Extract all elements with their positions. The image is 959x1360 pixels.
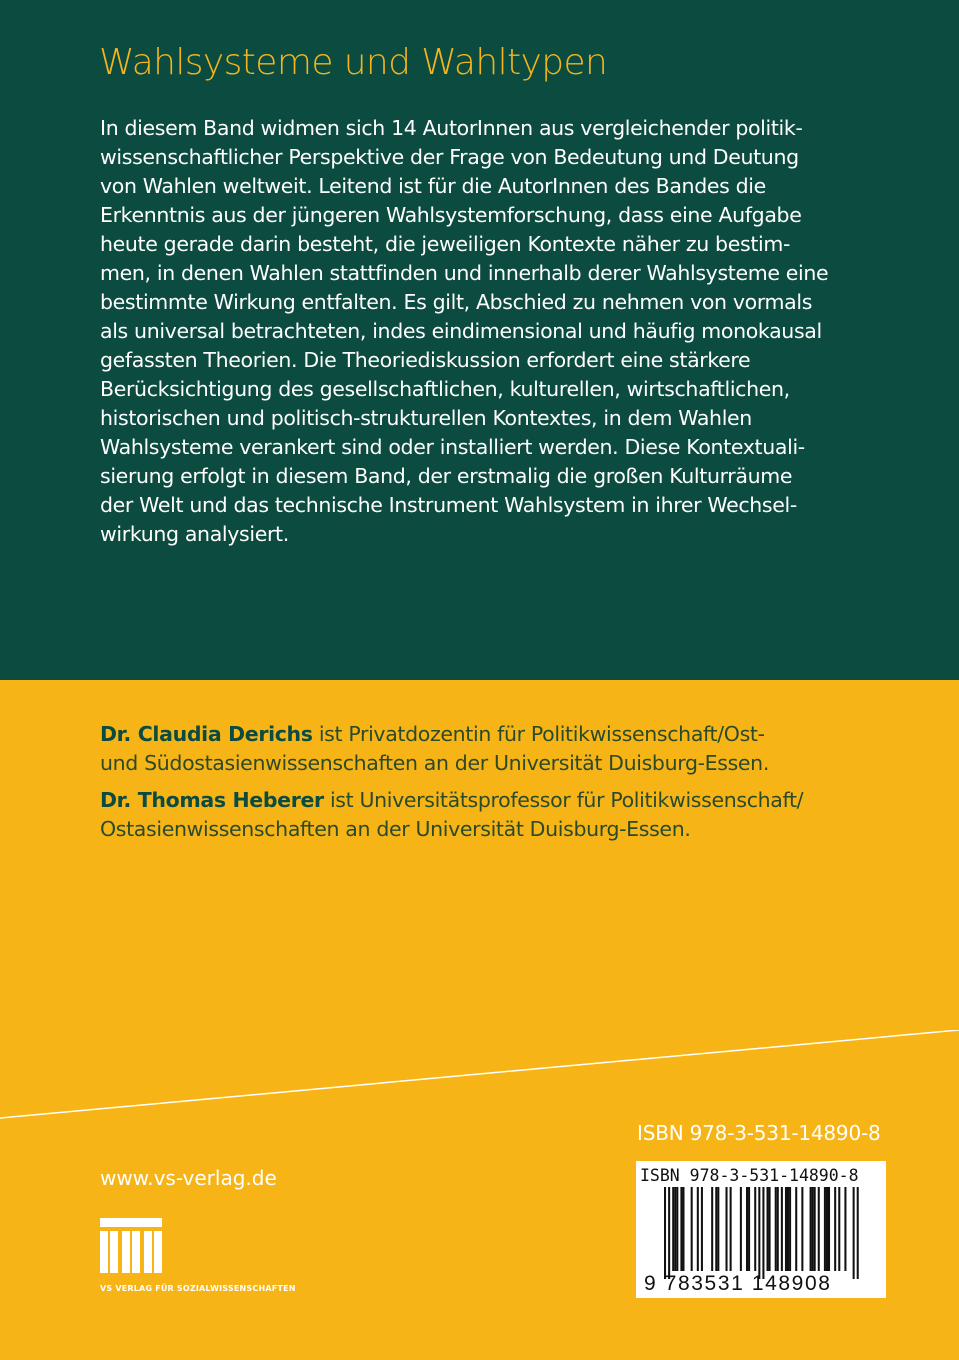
description-line: Berücksichtigung des gesellschaftlichen, kulturellen, wirtschaftlichen, <box>100 377 790 401</box>
description-line: bestimmte Wirkung entfalten. Es gilt, Abschied zu nehmen von vormals <box>100 290 813 314</box>
barcode-bar <box>711 1187 713 1271</box>
publisher-name: VS VERLAG FÜR SOZIALWISSENSCHAFTEN <box>100 1284 296 1293</box>
decorative-diagonal-line <box>0 1030 959 1130</box>
description-line: als universal betrachteten, indes eindimensional und häufig monokausal <box>100 319 822 343</box>
author-bio-text: Ostasienwissenschaften an der Universität Duisburg-Essen. <box>100 817 691 841</box>
book-description <box>100 114 880 549</box>
description-line: gefassten Theorien. Die Theoriediskussion erfordert eine stärkere <box>100 348 751 372</box>
barcode-bar <box>775 1187 777 1271</box>
barcode-bar <box>834 1187 836 1271</box>
description-line: In diesem Band widmen sich 14 AutorInnen aus vergleichender politik- <box>100 116 803 140</box>
barcode-bar <box>758 1187 760 1279</box>
barcode-bar <box>801 1187 803 1271</box>
description-line: von Wahlen weltweit. Leitend ist für die AutorInnen des Bandes die <box>100 174 766 198</box>
barcode-bar <box>824 1187 826 1271</box>
author-name: Dr. Thomas Heberer <box>100 788 324 812</box>
author-name: Dr. Claudia Derichs <box>100 722 313 746</box>
barcode-bar <box>748 1187 750 1271</box>
barcode-bar <box>672 1187 674 1271</box>
vs-verlag-logo-icon <box>100 1218 162 1273</box>
barcode-bar <box>680 1187 682 1271</box>
barcode-bar <box>676 1187 678 1271</box>
author-bio-text: ist Privatdozentin für Politikwissenschaft/Ost- <box>312 722 765 746</box>
description-line: Erkenntnis aus der jüngeren Wahlsystemforschung, dass eine Aufgabe <box>100 203 802 227</box>
isbn-label: ISBN 978-3-531-14890-8 <box>637 1121 881 1145</box>
description-line: wissenschaftlicher Perspektive der Frage von Bedeutung und Deutung <box>100 145 799 169</box>
barcode-bar <box>717 1187 719 1271</box>
description-line: der Welt und das technische Instrument Wahlsystem in ihrer Wechsel- <box>100 493 797 517</box>
barcode-bar <box>740 1187 742 1271</box>
description-line: sierung erfolgt in diesem Band, der erstmalig die großen Kulturräume <box>100 464 793 488</box>
barcode-bar <box>674 1187 676 1271</box>
barcode-bar <box>682 1187 684 1271</box>
author-bios <box>100 720 880 852</box>
barcode-bar <box>814 1187 816 1271</box>
barcode-bar <box>726 1187 728 1271</box>
barcode-bar <box>853 1187 855 1279</box>
barcode-isbn-text: ISBN 978-3-531-14890-8 <box>640 1166 859 1185</box>
barcode-bar <box>701 1187 703 1271</box>
barcode-bar <box>785 1187 787 1271</box>
barcode-bar <box>777 1187 779 1271</box>
book-title: Wahlsysteme und Wahltypen <box>99 42 608 83</box>
description-line: historischen und politisch-strukturellen Kontextes, in dem Wahlen <box>100 406 752 430</box>
barcode-bar <box>789 1187 791 1271</box>
barcode-bar <box>857 1187 859 1279</box>
barcode-bar <box>818 1187 820 1271</box>
barcode-bar <box>746 1187 748 1271</box>
barcode-bar <box>795 1187 797 1271</box>
barcode-bar <box>697 1187 699 1271</box>
description-line: wirkung analysiert. <box>100 522 289 546</box>
barcode-bar <box>812 1187 814 1271</box>
barcode-bar <box>664 1187 666 1279</box>
publisher-website-link[interactable]: www.vs-verlag.de <box>100 1166 277 1190</box>
barcode-bar <box>769 1187 771 1271</box>
barcode-bar <box>691 1187 693 1271</box>
barcode-bar <box>838 1187 840 1271</box>
barcode-bar <box>844 1187 846 1271</box>
barcode-bar <box>668 1187 670 1279</box>
barcode-bar <box>767 1187 769 1271</box>
description-line: heute gerade darin besteht, die jeweiligen Kontexte näher zu bestim- <box>100 232 791 256</box>
barcode-bar <box>754 1187 756 1271</box>
barcode-bar <box>828 1187 830 1271</box>
author-bio <box>100 720 880 778</box>
barcode-bar <box>826 1187 828 1271</box>
barcode-bar <box>781 1187 783 1271</box>
author-bio-text: und Südostasienwissenschaften an der Universität Duisburg-Essen. <box>100 751 769 775</box>
barcode-digits: 9 783531 148908 <box>644 1272 832 1295</box>
barcode <box>636 1161 886 1298</box>
description-line: Wahlsysteme verankert sind oder installiert werden. Diese Kontextuali- <box>100 435 805 459</box>
author-bio-text: ist Universitätsprofessor für Politikwissenschaft/ <box>323 788 804 812</box>
barcode-bar <box>762 1187 764 1279</box>
description-line: men, in denen Wahlen stattfinden und innerhalb derer Wahlsysteme eine <box>100 261 829 285</box>
author-bio <box>100 786 880 844</box>
barcode-bar <box>715 1187 717 1271</box>
barcode-bar <box>810 1187 812 1271</box>
barcode-bar <box>730 1187 732 1271</box>
barcode-bar <box>787 1187 789 1271</box>
